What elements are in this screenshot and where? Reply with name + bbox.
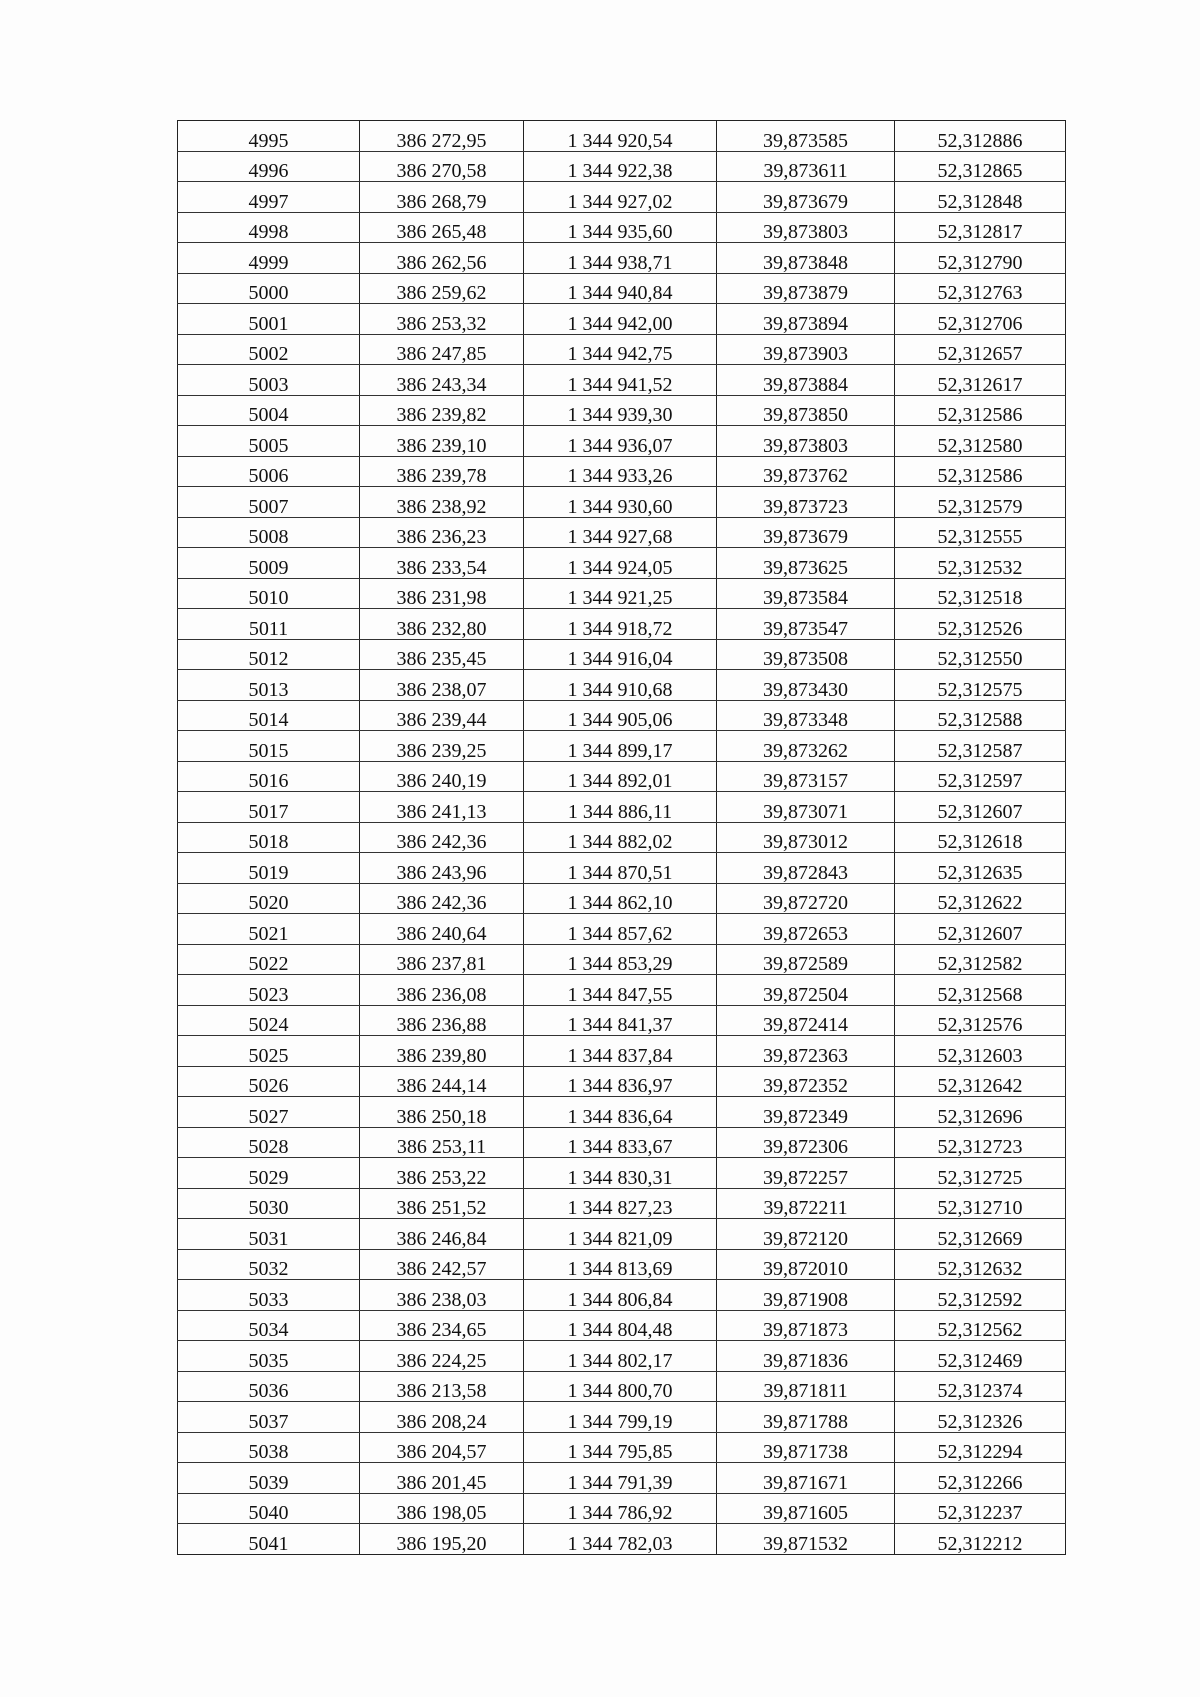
point-number-cell: 5018	[178, 822, 360, 853]
table-row	[178, 426, 1066, 457]
longitude-cell: 39,873611	[717, 151, 895, 182]
point-number-cell: 5009	[178, 548, 360, 579]
longitude-cell: 39,872010	[717, 1249, 895, 1280]
coord-x-cell: 386 236,88	[360, 1005, 524, 1036]
latitude-cell: 52,312617	[895, 365, 1066, 396]
table-row	[178, 395, 1066, 426]
coord-x-cell: 386 251,52	[360, 1188, 524, 1219]
latitude-cell: 52,312586	[895, 456, 1066, 487]
point-number-cell: 5001	[178, 304, 360, 335]
table-row	[178, 1158, 1066, 1189]
latitude-cell: 52,312518	[895, 578, 1066, 609]
table-row	[178, 334, 1066, 365]
table-row	[178, 822, 1066, 853]
latitude-cell: 52,312212	[895, 1524, 1066, 1555]
coord-x-cell: 386 239,44	[360, 700, 524, 731]
point-number-cell: 4997	[178, 182, 360, 213]
coord-x-cell: 386 234,65	[360, 1310, 524, 1341]
latitude-cell: 52,312237	[895, 1493, 1066, 1524]
table-row	[178, 761, 1066, 792]
coord-y-cell: 1 344 804,48	[524, 1310, 717, 1341]
coord-y-cell: 1 344 942,00	[524, 304, 717, 335]
table-row	[178, 1036, 1066, 1067]
coord-x-cell: 386 253,22	[360, 1158, 524, 1189]
longitude-cell: 39,872120	[717, 1219, 895, 1250]
coord-y-cell: 1 344 905,06	[524, 700, 717, 731]
point-number-cell: 5038	[178, 1432, 360, 1463]
coord-y-cell: 1 344 941,52	[524, 365, 717, 396]
coord-y-cell: 1 344 800,70	[524, 1371, 717, 1402]
table-row	[178, 121, 1066, 152]
table-row	[178, 853, 1066, 884]
point-number-cell: 4996	[178, 151, 360, 182]
coord-y-cell: 1 344 806,84	[524, 1280, 717, 1311]
point-number-cell: 5015	[178, 731, 360, 762]
point-number-cell: 5013	[178, 670, 360, 701]
latitude-cell: 52,312592	[895, 1280, 1066, 1311]
coord-x-cell: 386 236,23	[360, 517, 524, 548]
latitude-cell: 52,312575	[895, 670, 1066, 701]
longitude-cell: 39,872843	[717, 853, 895, 884]
coord-y-cell: 1 344 924,05	[524, 548, 717, 579]
coord-y-cell: 1 344 830,31	[524, 1158, 717, 1189]
latitude-cell: 52,312294	[895, 1432, 1066, 1463]
point-number-cell: 5021	[178, 914, 360, 945]
latitude-cell: 52,312618	[895, 822, 1066, 853]
coord-y-cell: 1 344 799,19	[524, 1402, 717, 1433]
point-number-cell: 5002	[178, 334, 360, 365]
longitude-cell: 39,872653	[717, 914, 895, 945]
longitude-cell: 39,871532	[717, 1524, 895, 1555]
point-number-cell: 4998	[178, 212, 360, 243]
coord-y-cell: 1 344 935,60	[524, 212, 717, 243]
point-number-cell: 5011	[178, 609, 360, 640]
latitude-cell: 52,312555	[895, 517, 1066, 548]
coord-y-cell: 1 344 886,11	[524, 792, 717, 823]
longitude-cell: 39,873679	[717, 182, 895, 213]
point-number-cell: 5029	[178, 1158, 360, 1189]
coord-y-cell: 1 344 836,97	[524, 1066, 717, 1097]
coord-x-cell: 386 242,57	[360, 1249, 524, 1280]
latitude-cell: 52,312710	[895, 1188, 1066, 1219]
point-number-cell: 5033	[178, 1280, 360, 1311]
point-number-cell: 5041	[178, 1524, 360, 1555]
latitude-cell: 52,312817	[895, 212, 1066, 243]
coord-x-cell: 386 204,57	[360, 1432, 524, 1463]
longitude-cell: 39,873884	[717, 365, 895, 396]
coord-x-cell: 386 242,36	[360, 822, 524, 853]
point-number-cell: 5010	[178, 578, 360, 609]
point-number-cell: 5037	[178, 1402, 360, 1433]
table-row	[178, 1493, 1066, 1524]
table-row	[178, 304, 1066, 335]
coord-y-cell: 1 344 933,26	[524, 456, 717, 487]
coord-y-cell: 1 344 827,23	[524, 1188, 717, 1219]
point-number-cell: 5023	[178, 975, 360, 1006]
latitude-cell: 52,312576	[895, 1005, 1066, 1036]
latitude-cell: 52,312763	[895, 273, 1066, 304]
point-number-cell: 5012	[178, 639, 360, 670]
table-row	[178, 1219, 1066, 1250]
coord-y-cell: 1 344 892,01	[524, 761, 717, 792]
latitude-cell: 52,312848	[895, 182, 1066, 213]
coord-x-cell: 386 233,54	[360, 548, 524, 579]
coord-x-cell: 386 265,48	[360, 212, 524, 243]
longitude-cell: 39,871605	[717, 1493, 895, 1524]
coord-y-cell: 1 344 870,51	[524, 853, 717, 884]
longitude-cell: 39,873723	[717, 487, 895, 518]
point-number-cell: 5026	[178, 1066, 360, 1097]
table-row	[178, 1097, 1066, 1128]
latitude-cell: 52,312725	[895, 1158, 1066, 1189]
coord-y-cell: 1 344 921,25	[524, 578, 717, 609]
coord-y-cell: 1 344 910,68	[524, 670, 717, 701]
latitude-cell: 52,312642	[895, 1066, 1066, 1097]
table-row	[178, 1249, 1066, 1280]
table-row	[178, 1280, 1066, 1311]
coord-x-cell: 386 243,34	[360, 365, 524, 396]
longitude-cell: 39,872306	[717, 1127, 895, 1158]
coord-x-cell: 386 247,85	[360, 334, 524, 365]
coord-x-cell: 386 224,25	[360, 1341, 524, 1372]
table-row	[178, 456, 1066, 487]
longitude-cell: 39,871788	[717, 1402, 895, 1433]
coord-x-cell: 386 236,08	[360, 975, 524, 1006]
coord-x-cell: 386 240,64	[360, 914, 524, 945]
latitude-cell: 52,312588	[895, 700, 1066, 731]
coord-x-cell: 386 238,03	[360, 1280, 524, 1311]
table-row	[178, 243, 1066, 274]
coord-x-cell: 386 238,92	[360, 487, 524, 518]
coord-y-cell: 1 344 837,84	[524, 1036, 717, 1067]
table-row	[178, 700, 1066, 731]
table-row	[178, 1402, 1066, 1433]
coord-x-cell: 386 241,13	[360, 792, 524, 823]
longitude-cell: 39,873262	[717, 731, 895, 762]
latitude-cell: 52,312374	[895, 1371, 1066, 1402]
latitude-cell: 52,312586	[895, 395, 1066, 426]
coord-y-cell: 1 344 802,17	[524, 1341, 717, 1372]
latitude-cell: 52,312607	[895, 914, 1066, 945]
longitude-cell: 39,872363	[717, 1036, 895, 1067]
table-row	[178, 883, 1066, 914]
longitude-cell: 39,873585	[717, 121, 895, 152]
table-row	[178, 792, 1066, 823]
point-number-cell: 5031	[178, 1219, 360, 1250]
latitude-cell: 52,312607	[895, 792, 1066, 823]
latitude-cell: 52,312723	[895, 1127, 1066, 1158]
point-number-cell: 5016	[178, 761, 360, 792]
coord-y-cell: 1 344 862,10	[524, 883, 717, 914]
longitude-cell: 39,871908	[717, 1280, 895, 1311]
table-row	[178, 975, 1066, 1006]
table-row	[178, 1066, 1066, 1097]
latitude-cell: 52,312635	[895, 853, 1066, 884]
coord-y-cell: 1 344 786,92	[524, 1493, 717, 1524]
point-number-cell: 5003	[178, 365, 360, 396]
longitude-cell: 39,872211	[717, 1188, 895, 1219]
longitude-cell: 39,873894	[717, 304, 895, 335]
longitude-cell: 39,873625	[717, 548, 895, 579]
table-row	[178, 731, 1066, 762]
coord-y-cell: 1 344 942,75	[524, 334, 717, 365]
point-number-cell: 5006	[178, 456, 360, 487]
point-number-cell: 5022	[178, 944, 360, 975]
table-row	[178, 578, 1066, 609]
coordinates-table-body	[178, 121, 1066, 1555]
longitude-cell: 39,873762	[717, 456, 895, 487]
point-number-cell: 4995	[178, 121, 360, 152]
table-row	[178, 1310, 1066, 1341]
coord-x-cell: 386 250,18	[360, 1097, 524, 1128]
table-row	[178, 944, 1066, 975]
coord-y-cell: 1 344 922,38	[524, 151, 717, 182]
longitude-cell: 39,873803	[717, 426, 895, 457]
latitude-cell: 52,312582	[895, 944, 1066, 975]
coord-y-cell: 1 344 791,39	[524, 1463, 717, 1494]
table-row	[178, 548, 1066, 579]
coord-y-cell: 1 344 841,37	[524, 1005, 717, 1036]
latitude-cell: 52,312266	[895, 1463, 1066, 1494]
coord-x-cell: 386 213,58	[360, 1371, 524, 1402]
coord-y-cell: 1 344 833,67	[524, 1127, 717, 1158]
point-number-cell: 5040	[178, 1493, 360, 1524]
point-number-cell: 5025	[178, 1036, 360, 1067]
coord-y-cell: 1 344 920,54	[524, 121, 717, 152]
point-number-cell: 5036	[178, 1371, 360, 1402]
coord-y-cell: 1 344 938,71	[524, 243, 717, 274]
coord-y-cell: 1 344 857,62	[524, 914, 717, 945]
latitude-cell: 52,312587	[895, 731, 1066, 762]
longitude-cell: 39,871811	[717, 1371, 895, 1402]
latitude-cell: 52,312790	[895, 243, 1066, 274]
coord-x-cell: 386 239,80	[360, 1036, 524, 1067]
table-row	[178, 1005, 1066, 1036]
coord-x-cell: 386 242,36	[360, 883, 524, 914]
latitude-cell: 52,312865	[895, 151, 1066, 182]
coord-y-cell: 1 344 918,72	[524, 609, 717, 640]
point-number-cell: 5030	[178, 1188, 360, 1219]
coord-y-cell: 1 344 916,04	[524, 639, 717, 670]
table-row	[178, 1341, 1066, 1372]
point-number-cell: 5032	[178, 1249, 360, 1280]
point-number-cell: 5007	[178, 487, 360, 518]
latitude-cell: 52,312532	[895, 548, 1066, 579]
longitude-cell: 39,873803	[717, 212, 895, 243]
coord-y-cell: 1 344 821,09	[524, 1219, 717, 1250]
point-number-cell: 5017	[178, 792, 360, 823]
table-row	[178, 639, 1066, 670]
table-row	[178, 1432, 1066, 1463]
coord-x-cell: 386 208,24	[360, 1402, 524, 1433]
longitude-cell: 39,872720	[717, 883, 895, 914]
coord-y-cell: 1 344 940,84	[524, 273, 717, 304]
point-number-cell: 5014	[178, 700, 360, 731]
latitude-cell: 52,312696	[895, 1097, 1066, 1128]
longitude-cell: 39,873679	[717, 517, 895, 548]
table-row	[178, 1371, 1066, 1402]
point-number-cell: 5000	[178, 273, 360, 304]
latitude-cell: 52,312326	[895, 1402, 1066, 1433]
longitude-cell: 39,872589	[717, 944, 895, 975]
longitude-cell: 39,871836	[717, 1341, 895, 1372]
latitude-cell: 52,312579	[895, 487, 1066, 518]
point-number-cell: 5024	[178, 1005, 360, 1036]
table-row	[178, 487, 1066, 518]
longitude-cell: 39,873850	[717, 395, 895, 426]
coord-x-cell: 386 243,96	[360, 853, 524, 884]
table-row	[178, 1463, 1066, 1494]
coord-x-cell: 386 195,20	[360, 1524, 524, 1555]
longitude-cell: 39,873071	[717, 792, 895, 823]
coord-x-cell: 386 238,07	[360, 670, 524, 701]
coord-x-cell: 386 232,80	[360, 609, 524, 640]
point-number-cell: 5035	[178, 1341, 360, 1372]
point-number-cell: 4999	[178, 243, 360, 274]
table-row	[178, 1188, 1066, 1219]
table-row	[178, 914, 1066, 945]
coord-y-cell: 1 344 930,60	[524, 487, 717, 518]
longitude-cell: 39,873157	[717, 761, 895, 792]
longitude-cell: 39,873430	[717, 670, 895, 701]
latitude-cell: 52,312632	[895, 1249, 1066, 1280]
point-number-cell: 5028	[178, 1127, 360, 1158]
coord-y-cell: 1 344 939,30	[524, 395, 717, 426]
longitude-cell: 39,873348	[717, 700, 895, 731]
coord-x-cell: 386 198,05	[360, 1493, 524, 1524]
coord-x-cell: 386 268,79	[360, 182, 524, 213]
latitude-cell: 52,312603	[895, 1036, 1066, 1067]
table-row	[178, 670, 1066, 701]
point-number-cell: 5020	[178, 883, 360, 914]
coord-x-cell: 386 239,25	[360, 731, 524, 762]
latitude-cell: 52,312580	[895, 426, 1066, 457]
point-number-cell: 5019	[178, 853, 360, 884]
table-row	[178, 517, 1066, 548]
latitude-cell: 52,312886	[895, 121, 1066, 152]
coord-y-cell: 1 344 813,69	[524, 1249, 717, 1280]
coord-x-cell: 386 239,82	[360, 395, 524, 426]
coord-y-cell: 1 344 927,02	[524, 182, 717, 213]
coord-x-cell: 386 244,14	[360, 1066, 524, 1097]
longitude-cell: 39,873547	[717, 609, 895, 640]
coordinates-table	[177, 120, 1066, 1555]
table-row	[178, 609, 1066, 640]
longitude-cell: 39,873879	[717, 273, 895, 304]
coord-y-cell: 1 344 847,55	[524, 975, 717, 1006]
latitude-cell: 52,312657	[895, 334, 1066, 365]
coord-x-cell: 386 253,32	[360, 304, 524, 335]
point-number-cell: 5027	[178, 1097, 360, 1128]
longitude-cell: 39,873903	[717, 334, 895, 365]
coord-y-cell: 1 344 836,64	[524, 1097, 717, 1128]
coord-y-cell: 1 344 899,17	[524, 731, 717, 762]
latitude-cell: 52,312550	[895, 639, 1066, 670]
coord-x-cell: 386 262,56	[360, 243, 524, 274]
latitude-cell: 52,312706	[895, 304, 1066, 335]
latitude-cell: 52,312597	[895, 761, 1066, 792]
coord-x-cell: 386 240,19	[360, 761, 524, 792]
coord-x-cell: 386 237,81	[360, 944, 524, 975]
table-row	[178, 1524, 1066, 1555]
longitude-cell: 39,872352	[717, 1066, 895, 1097]
coord-x-cell: 386 201,45	[360, 1463, 524, 1494]
longitude-cell: 39,872414	[717, 1005, 895, 1036]
coord-y-cell: 1 344 782,03	[524, 1524, 717, 1555]
coord-x-cell: 386 239,78	[360, 456, 524, 487]
table-row	[178, 151, 1066, 182]
table-row	[178, 212, 1066, 243]
coord-x-cell: 386 235,45	[360, 639, 524, 670]
longitude-cell: 39,872349	[717, 1097, 895, 1128]
coord-y-cell: 1 344 936,07	[524, 426, 717, 457]
longitude-cell: 39,871738	[717, 1432, 895, 1463]
longitude-cell: 39,871873	[717, 1310, 895, 1341]
point-number-cell: 5005	[178, 426, 360, 457]
latitude-cell: 52,312568	[895, 975, 1066, 1006]
latitude-cell: 52,312526	[895, 609, 1066, 640]
table-row	[178, 365, 1066, 396]
point-number-cell: 5008	[178, 517, 360, 548]
coord-x-cell: 386 272,95	[360, 121, 524, 152]
point-number-cell: 5004	[178, 395, 360, 426]
latitude-cell: 52,312469	[895, 1341, 1066, 1372]
longitude-cell: 39,872257	[717, 1158, 895, 1189]
longitude-cell: 39,872504	[717, 975, 895, 1006]
coord-x-cell: 386 253,11	[360, 1127, 524, 1158]
latitude-cell: 52,312622	[895, 883, 1066, 914]
coord-x-cell: 386 246,84	[360, 1219, 524, 1250]
table-row	[178, 182, 1066, 213]
longitude-cell: 39,871671	[717, 1463, 895, 1494]
latitude-cell: 52,312562	[895, 1310, 1066, 1341]
point-number-cell: 5039	[178, 1463, 360, 1494]
coord-x-cell: 386 231,98	[360, 578, 524, 609]
longitude-cell: 39,873012	[717, 822, 895, 853]
coord-x-cell: 386 259,62	[360, 273, 524, 304]
coord-y-cell: 1 344 882,02	[524, 822, 717, 853]
coord-y-cell: 1 344 795,85	[524, 1432, 717, 1463]
longitude-cell: 39,873508	[717, 639, 895, 670]
longitude-cell: 39,873848	[717, 243, 895, 274]
coord-x-cell: 386 239,10	[360, 426, 524, 457]
point-number-cell: 5034	[178, 1310, 360, 1341]
table-row	[178, 1127, 1066, 1158]
coord-y-cell: 1 344 853,29	[524, 944, 717, 975]
table-row	[178, 273, 1066, 304]
longitude-cell: 39,873584	[717, 578, 895, 609]
latitude-cell: 52,312669	[895, 1219, 1066, 1250]
coord-x-cell: 386 270,58	[360, 151, 524, 182]
coord-y-cell: 1 344 927,68	[524, 517, 717, 548]
